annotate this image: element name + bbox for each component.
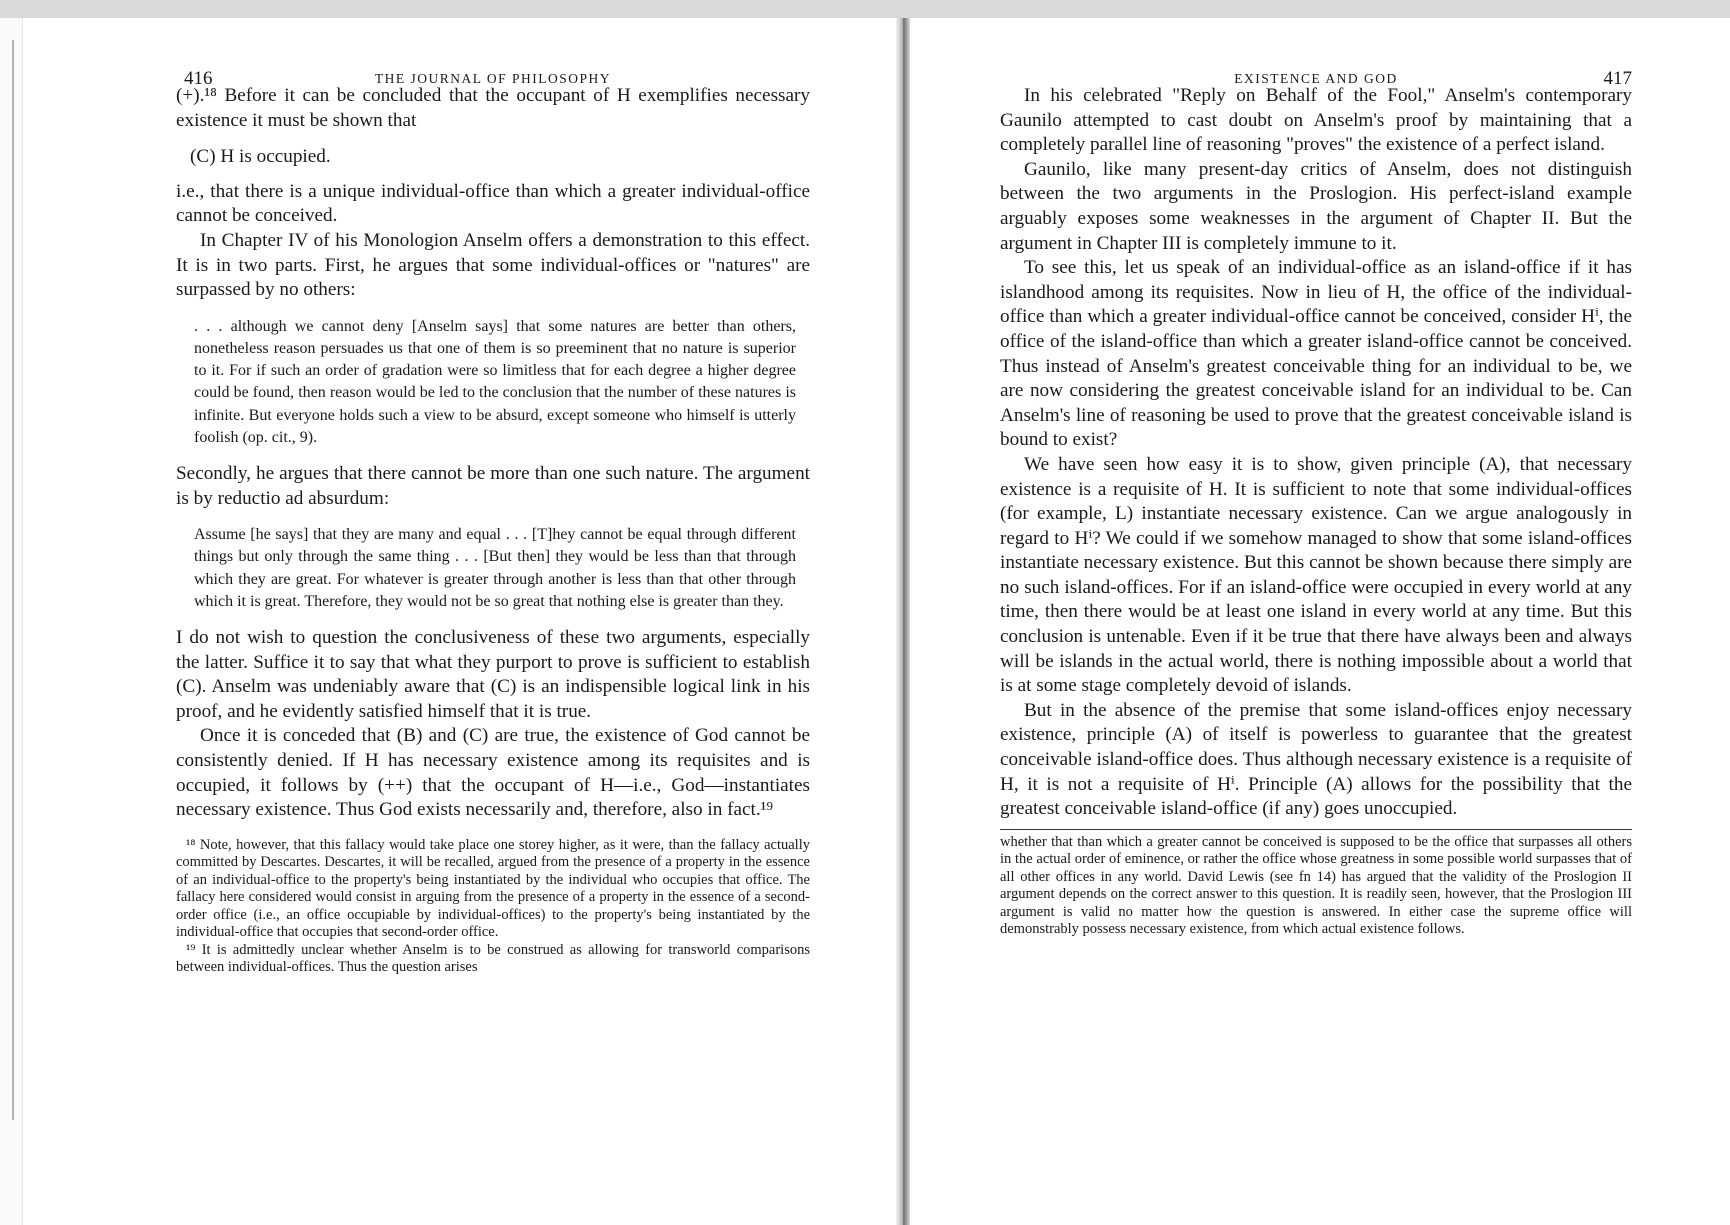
paragraph: I do not wish to question the conclusiveness of these two arguments, especially the latter. Suffice it to say that what they purport to prove is sufficient to establish (C). Anselm was undeniably aware that (C) is an indispensible logical link in his proof, and he evidently satisfied himself that it is true. <box>176 626 810 722</box>
footnote-18: ¹⁸ Note, however, that this fallacy would take place one storey higher, as it were, than the fallacy actually committed by Descartes. Descartes, it will be recalled, argued from the presence of a property in the essence of an individual-office to the property's being instantiated by the individual who occupies that office. The fallacy here considered would consist in arguing from the presence of a property in the essence of a second-order office (i.e., an office occupiable by individual-offices) to the property's being instantiated by the individual-office that occupies that second-order office. <box>176 836 810 941</box>
footnote-rule <box>1000 829 1632 830</box>
page-number: 417 <box>1603 68 1632 89</box>
paragraph: In Chapter IV of his Monologion Anselm offers a demonstration to this effect. It is in two parts. First, he argues that some individual-offices or "natures" are surpassed by no others: <box>176 229 810 301</box>
right-page <box>1000 50 1632 939</box>
right-page-body <box>1000 84 1632 822</box>
paragraph: Secondly, he argues that there cannot be more than one such nature. The argument is by reductio ad absurdum: <box>176 462 810 509</box>
paragraph: (+).¹⁸ Before it can be concluded that the occupant of H exemplifies necessary existence it must be shown that <box>176 85 810 131</box>
footnote-19-continued: whether that than which a greater cannot be conceived is supposed to be the office that surpasses all others in the actual order of eminence, or rather the office whose greatness in some possible world surpasses that of all other offices in any world. David Lewis (see fn 14) has argued that the validity of the Proslogion II argument depends on the correct answer to this question. It is readily seen, however, that the Proslogion III argument is valid no matter how the question is answered. In either case the supreme office will demonstrably possess necessary existence, from which actual existence follows. <box>1000 833 1632 938</box>
left-page <box>176 50 810 977</box>
footnotes <box>176 837 810 977</box>
scan-top-band <box>0 0 1730 18</box>
left-page-body <box>176 84 810 823</box>
paragraph: i.e., that there is a unique individual-office than which a greater individual-office cannot be conceived. <box>176 180 810 227</box>
running-title: THE JOURNAL OF PHILOSOPHY <box>374 71 612 86</box>
block-quote: Assume [he says] that they are many and equal . . . [T]hey cannot be equal through different things but only through the same thing . . . [But then] they would be less than that through which they are great. For whatever is greater through another is less than that other through which it is great. Therefore, they would not be so great that nothing else is greater than they. <box>194 526 796 610</box>
right-page-header <box>1000 50 1632 89</box>
left-page-header <box>176 50 810 89</box>
footnotes <box>1000 834 1632 939</box>
scan-edge-streak <box>12 40 14 1120</box>
paragraph: Gaunilo, like many present-day critics of Anselm, does not distinguish between the two arguments in the Proslogion. His perfect-island example arguably exposes some weaknesses in the argument of Chapter II. But the argument in Chapter III is completely immune to it. <box>1000 158 1632 254</box>
block-quote: . . . although we cannot deny [Anselm says] that some natures are better than others, nonetheless reason persuades us that one of them is so preeminent that no nature is superior to it. For if such an order of gradation were so limitless that for each degree a higher degree could be found, then reason would be led to the conclusion that the number of these natures is infinite. But everyone holds such a view to be absurd, except someone who himself is utterly foolish (op. cit., 9). <box>194 317 796 446</box>
paragraph: But in the absence of the premise that some island-offices enjoy necessary existence, principle (A) of itself is powerless to guarantee that the greatest conceivable island-office does. Thus although necessary existence is a requisite of H, it is not a requisite of Hⁱ. Principle (A) allows for the possibility that the greatest conceivable island-office (if any) goes unoccupied. <box>1000 699 1632 820</box>
running-title: EXISTENCE AND GOD <box>1234 71 1398 86</box>
formula-c: (C) H is occupied. <box>190 146 331 168</box>
book-spine <box>896 18 910 1225</box>
paragraph: To see this, let us speak of an individual-office as an island-office if it has islandhood among its requisites. Now in lieu of H, the office of the individual-office than which a greater individual-office cannot be conceived, consider Hⁱ, the office of the island-office than which a greater island-office cannot be conceived. Thus instead of Anselm's greatest conceivable thing for an individual to be, we are now considering the greatest conceivable island for an individual to be. Can Anselm's line of reasoning be used to prove that the greatest conceivable island is bound to exist? <box>1000 257 1632 451</box>
paragraph: We have seen how easy it is to show, given principle (A), that necessary existence is a requisite of H. It is sufficient to note that some individual-offices (for example, L) instantiate necessary existence. Can we argue analogously in regard to Hⁱ? We could if we somehow managed to show that some island-offices instantiate necessary existence. But this cannot be shown because there simply are no such island-offices. For if an island-office were occupied in every world at any time, then there would be at least one island in every world at any time. But this conclusion is untenable. Even if it be true that there have always been and always will be islands in the actual world, there is nothing impossible about a world that is at some stage completely devoid of islands. <box>1000 453 1632 697</box>
footnote-19: ¹⁹ It is admittedly unclear whether Anselm is to be construed as allowing for transworld comparisons between individual-offices. Thus the question arises <box>176 941 810 976</box>
page-number: 416 <box>184 68 213 89</box>
paragraph: In his celebrated "Reply on Behalf of the Fool," Anselm's contemporary Gaunilo attempted to cast doubt on Anselm's proof by maintaining that a completely parallel line of reasoning "proves" the existence of a perfect island. <box>1000 85 1632 156</box>
paragraph: Once it is conceded that (B) and (C) are true, the existence of God cannot be consistently denied. If H has necessary existence among its requisites and is occupied, it follows by (++) that the occupant of H—i.e., God—instantiates necessary existence. Thus God exists necessarily and, therefore, also in fact.¹⁹ <box>176 725 810 821</box>
